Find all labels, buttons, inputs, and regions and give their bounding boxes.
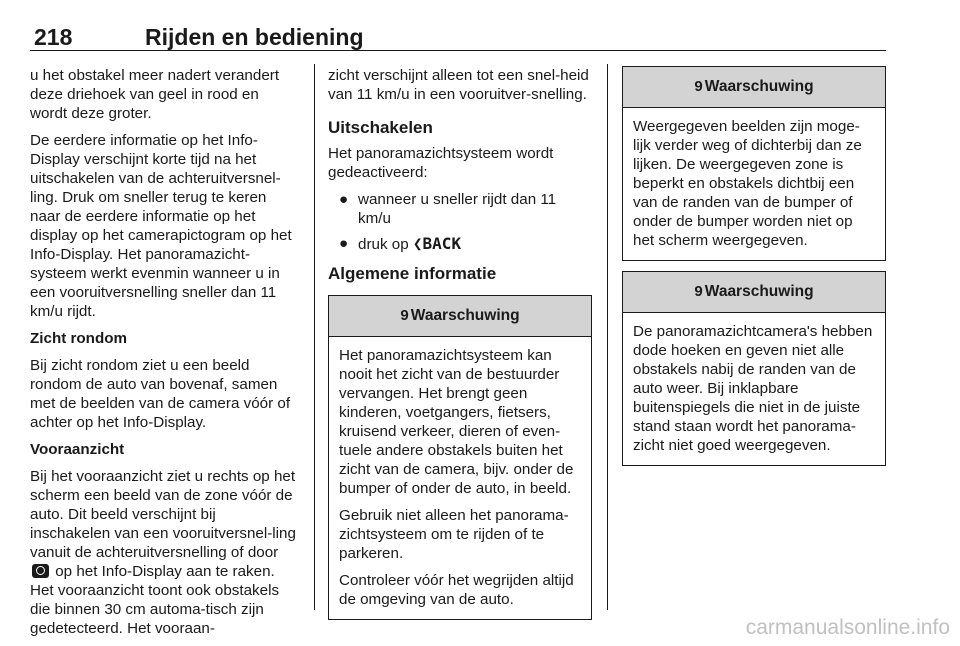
section-title-uitschakelen: Uitschakelen bbox=[328, 118, 433, 137]
warning-title: Waarschuwing bbox=[410, 307, 520, 324]
bullet-list bbox=[328, 190, 592, 254]
column-divider bbox=[607, 64, 608, 610]
chapter-title: Rijden en bediening bbox=[145, 24, 364, 50]
warning-title: Waarschuwing bbox=[704, 78, 814, 95]
page-number: 218 bbox=[34, 24, 73, 50]
paragraph: zicht verschijnt alleen tot een snel-heid van 11 km/u in een vooruitver-snelling. bbox=[328, 67, 589, 103]
bullet-icon: ● bbox=[339, 191, 349, 208]
warning-header bbox=[623, 67, 885, 108]
warning-title: Waarschuwing bbox=[704, 283, 814, 300]
list-item-text: wanneer u sneller rijdt dan 11 km/u bbox=[358, 191, 557, 227]
warning-body bbox=[623, 108, 885, 260]
warning-text: Het panoramazichtsysteem kan nooit het zicht van de bestuurder vervangen. Het brengt geen kinderen, voetgangers, fietsers, kruisend verkeer, dieren of even-tuele andere obstakels buiten het zicht van de camera, bijv. onder de bumper of onder de auto, in beeld. bbox=[339, 347, 574, 497]
page-header bbox=[30, 24, 886, 51]
warning-text: Weergegeven beelden zijn moge-lijk verder weg of dichterbij dan ze lijken. De weergegeven zone is beperkt en obstakels dichtbij een van de randen van de bumper of onder de bumper worden niet op het scherm weergegeven. bbox=[633, 118, 862, 249]
paragraph: Het panoramazichtsysteem wordt gedeactiveerd: bbox=[328, 145, 554, 181]
paragraph: Bij zicht rondom ziet u een beeld rondom de auto van bovenaf, samen met de beelden van de camera vóór of achter op het Info-Display. bbox=[30, 357, 291, 431]
watermark: carmanualsonline.info bbox=[745, 616, 950, 639]
list-item bbox=[328, 234, 592, 254]
warning-text: De panoramazichtcamera's hebben dode hoeken en geven niet alle obstakels nabij de randen van de auto weer. Bij inklapbare buitenspiegels die niet in de juiste stand staan wordt het panorama-zicht niet goed weergegeven. bbox=[633, 323, 873, 454]
list-item bbox=[328, 190, 592, 228]
warning-icon: 9 bbox=[694, 78, 703, 95]
bullet-icon: ● bbox=[339, 235, 349, 252]
warning-box bbox=[622, 271, 886, 466]
warning-icon: 9 bbox=[400, 307, 409, 324]
warning-icon: 9 bbox=[694, 283, 703, 300]
list-item-text: druk op bbox=[358, 236, 409, 253]
column-3 bbox=[622, 66, 886, 466]
warning-box bbox=[622, 66, 886, 261]
subheading-zicht-rondom: Zicht rondom bbox=[30, 330, 128, 347]
warning-body bbox=[623, 313, 885, 465]
section-title-algemene-informatie: Algemene informatie bbox=[328, 264, 497, 283]
column-2 bbox=[328, 66, 592, 620]
warning-box bbox=[328, 295, 592, 620]
paragraph: u het obstakel meer nadert verandert deze driehoek van geel in rood en wordt deze groter. bbox=[30, 67, 280, 122]
paragraph: De eerdere informatie op het Info-Display verschijnt korte tijd na het uitschakelen van de achteruitversnel-ling. Druk om sneller terug te keren naar de eerdere informatie op het display op het camerapictogram op het Info-Display. Het panoramazicht-systeem werkt evenmin wanneer u in een vooruitversnelling sneller dan 11 km/u rijdt. bbox=[30, 132, 292, 320]
subheading-vooraanzicht: Vooraanzicht bbox=[30, 441, 125, 458]
warning-header bbox=[623, 272, 885, 313]
warning-text: Controleer vóór het wegrijden altijd de omgeving van de auto. bbox=[339, 572, 574, 608]
camera-icon bbox=[32, 564, 49, 578]
warning-header bbox=[329, 296, 591, 337]
warning-body bbox=[329, 337, 591, 619]
text-span: Bij het vooraanzicht ziet u rechts op het scherm een beeld van de zone vóór de auto. Dit beeld verschijnt bij inschakelen van een vooruitversnel-ling vanuit de achteruitversnelling of door bbox=[30, 468, 296, 561]
column-divider bbox=[314, 64, 315, 610]
warning-text: Gebruik niet alleen het panorama-zichtsysteem om te rijden of te parkeren. bbox=[339, 507, 569, 562]
column-1 bbox=[30, 66, 300, 646]
text-span: op het Info-Display aan te raken. Het vooraanzicht toont ook obstakels die binnen 30 cm automa-tisch zijn gedetecteerd. Het vooraan- bbox=[30, 563, 280, 637]
paragraph-vooraanzicht bbox=[30, 467, 300, 638]
back-button-icon: ❮BACK bbox=[412, 234, 462, 253]
